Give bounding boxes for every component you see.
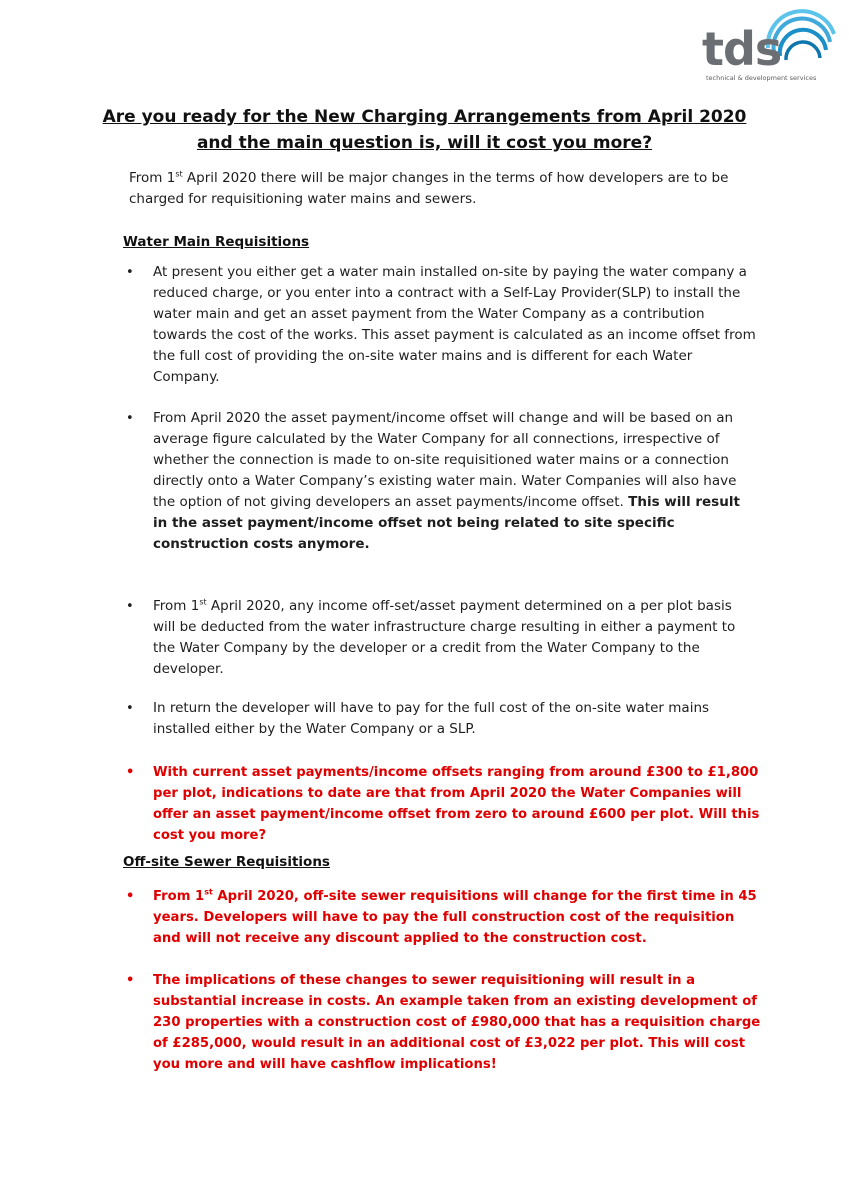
logo-tagline: technical & development services bbox=[706, 74, 817, 82]
intro-paragraph: From 1st April 2020 there will be major changes in the terms of how developers are to be charged for requisitioning water mains and sewers. bbox=[129, 169, 729, 207]
list-item-text: From 1st April 2020, any income off-set/asset payment determined on a per plot basis will be deducted from the water infrastructure charge resulting in either a payment to the Water Company by the developer or a credit from the Water Company to the developer. bbox=[153, 597, 736, 677]
tds-logo bbox=[700, 8, 840, 84]
title-line-1: Are you ready for the New Charging Arrangements from April 2020 bbox=[102, 107, 747, 127]
bullet-icon: • bbox=[126, 599, 134, 614]
list-item-text: With current asset payments/income offsets ranging from around £300 to £1,800 per plot, indications to date are that from April 2020 the Water Companies will offer an asset payment/income offset from zero to around £600 per plot. Will this cost you more? bbox=[153, 765, 760, 843]
list-item-text: At present you either get a water main installed on-site by paying the water company a reduced charge, or you enter into a contract with a Self-Lay Provider(SLP) to install the water main and get an asset payment from the Water Company as a contribution towards the cost of the works. This asset payment is calculated as an income offset from the full cost of providing the on-site water mains and is different for each Water Company. bbox=[153, 264, 756, 385]
bullet-icon: • bbox=[126, 701, 134, 716]
water-section-heading: Water Main Requisitions bbox=[123, 234, 310, 250]
sewer-section-heading: Off-site Sewer Requisitions bbox=[123, 854, 330, 870]
bullet-icon: • bbox=[126, 889, 135, 904]
bullet-icon: • bbox=[126, 265, 134, 280]
logo-wordmark: tds bbox=[702, 22, 782, 76]
bullet-icon: • bbox=[126, 765, 135, 780]
bullet-icon: • bbox=[126, 973, 135, 988]
list-item-text: In return the developer will have to pay for the full cost of the on-site water mains installed either by the Water Company or a SLP. bbox=[153, 700, 710, 737]
list-item-text: The implications of these changes to sewer requisitioning will result in a substantial increase in costs. An example taken from an existing development of 230 properties with a construction cost of £980,000 that has a requisition charge of £285,000, would result in an additional cost of £3,022 per plot. This will cost you more and will have cashflow implications! bbox=[153, 973, 761, 1072]
emphasis-text: This will result in the asset payment/income offset not being related to site specific construction costs anymore. bbox=[153, 494, 740, 552]
page-title bbox=[60, 104, 789, 156]
title-line-2: and the main question is, will it cost you more? bbox=[196, 133, 653, 153]
list-item-text: From April 2020 the asset payment/income offset will change and will be based on an average figure calculated by the Water Company for all connections, irrespective of whether the connection is made to on-site requisitioned water mains or a connection directly onto a Water Company’s existing water main. Water Companies will also have the option of not giving developers an asset payments/income offset. This will result in the asset payment/income offset not being related to site specific construction costs anymore. bbox=[153, 410, 740, 552]
list-item-text: From 1st April 2020, off-site sewer requisitions will change for the first time in 45 years. Developers will have to pay the full construction cost of the requisition and will not receive any discount applied to the construction cost. bbox=[153, 887, 757, 946]
bullet-icon: • bbox=[126, 411, 134, 426]
